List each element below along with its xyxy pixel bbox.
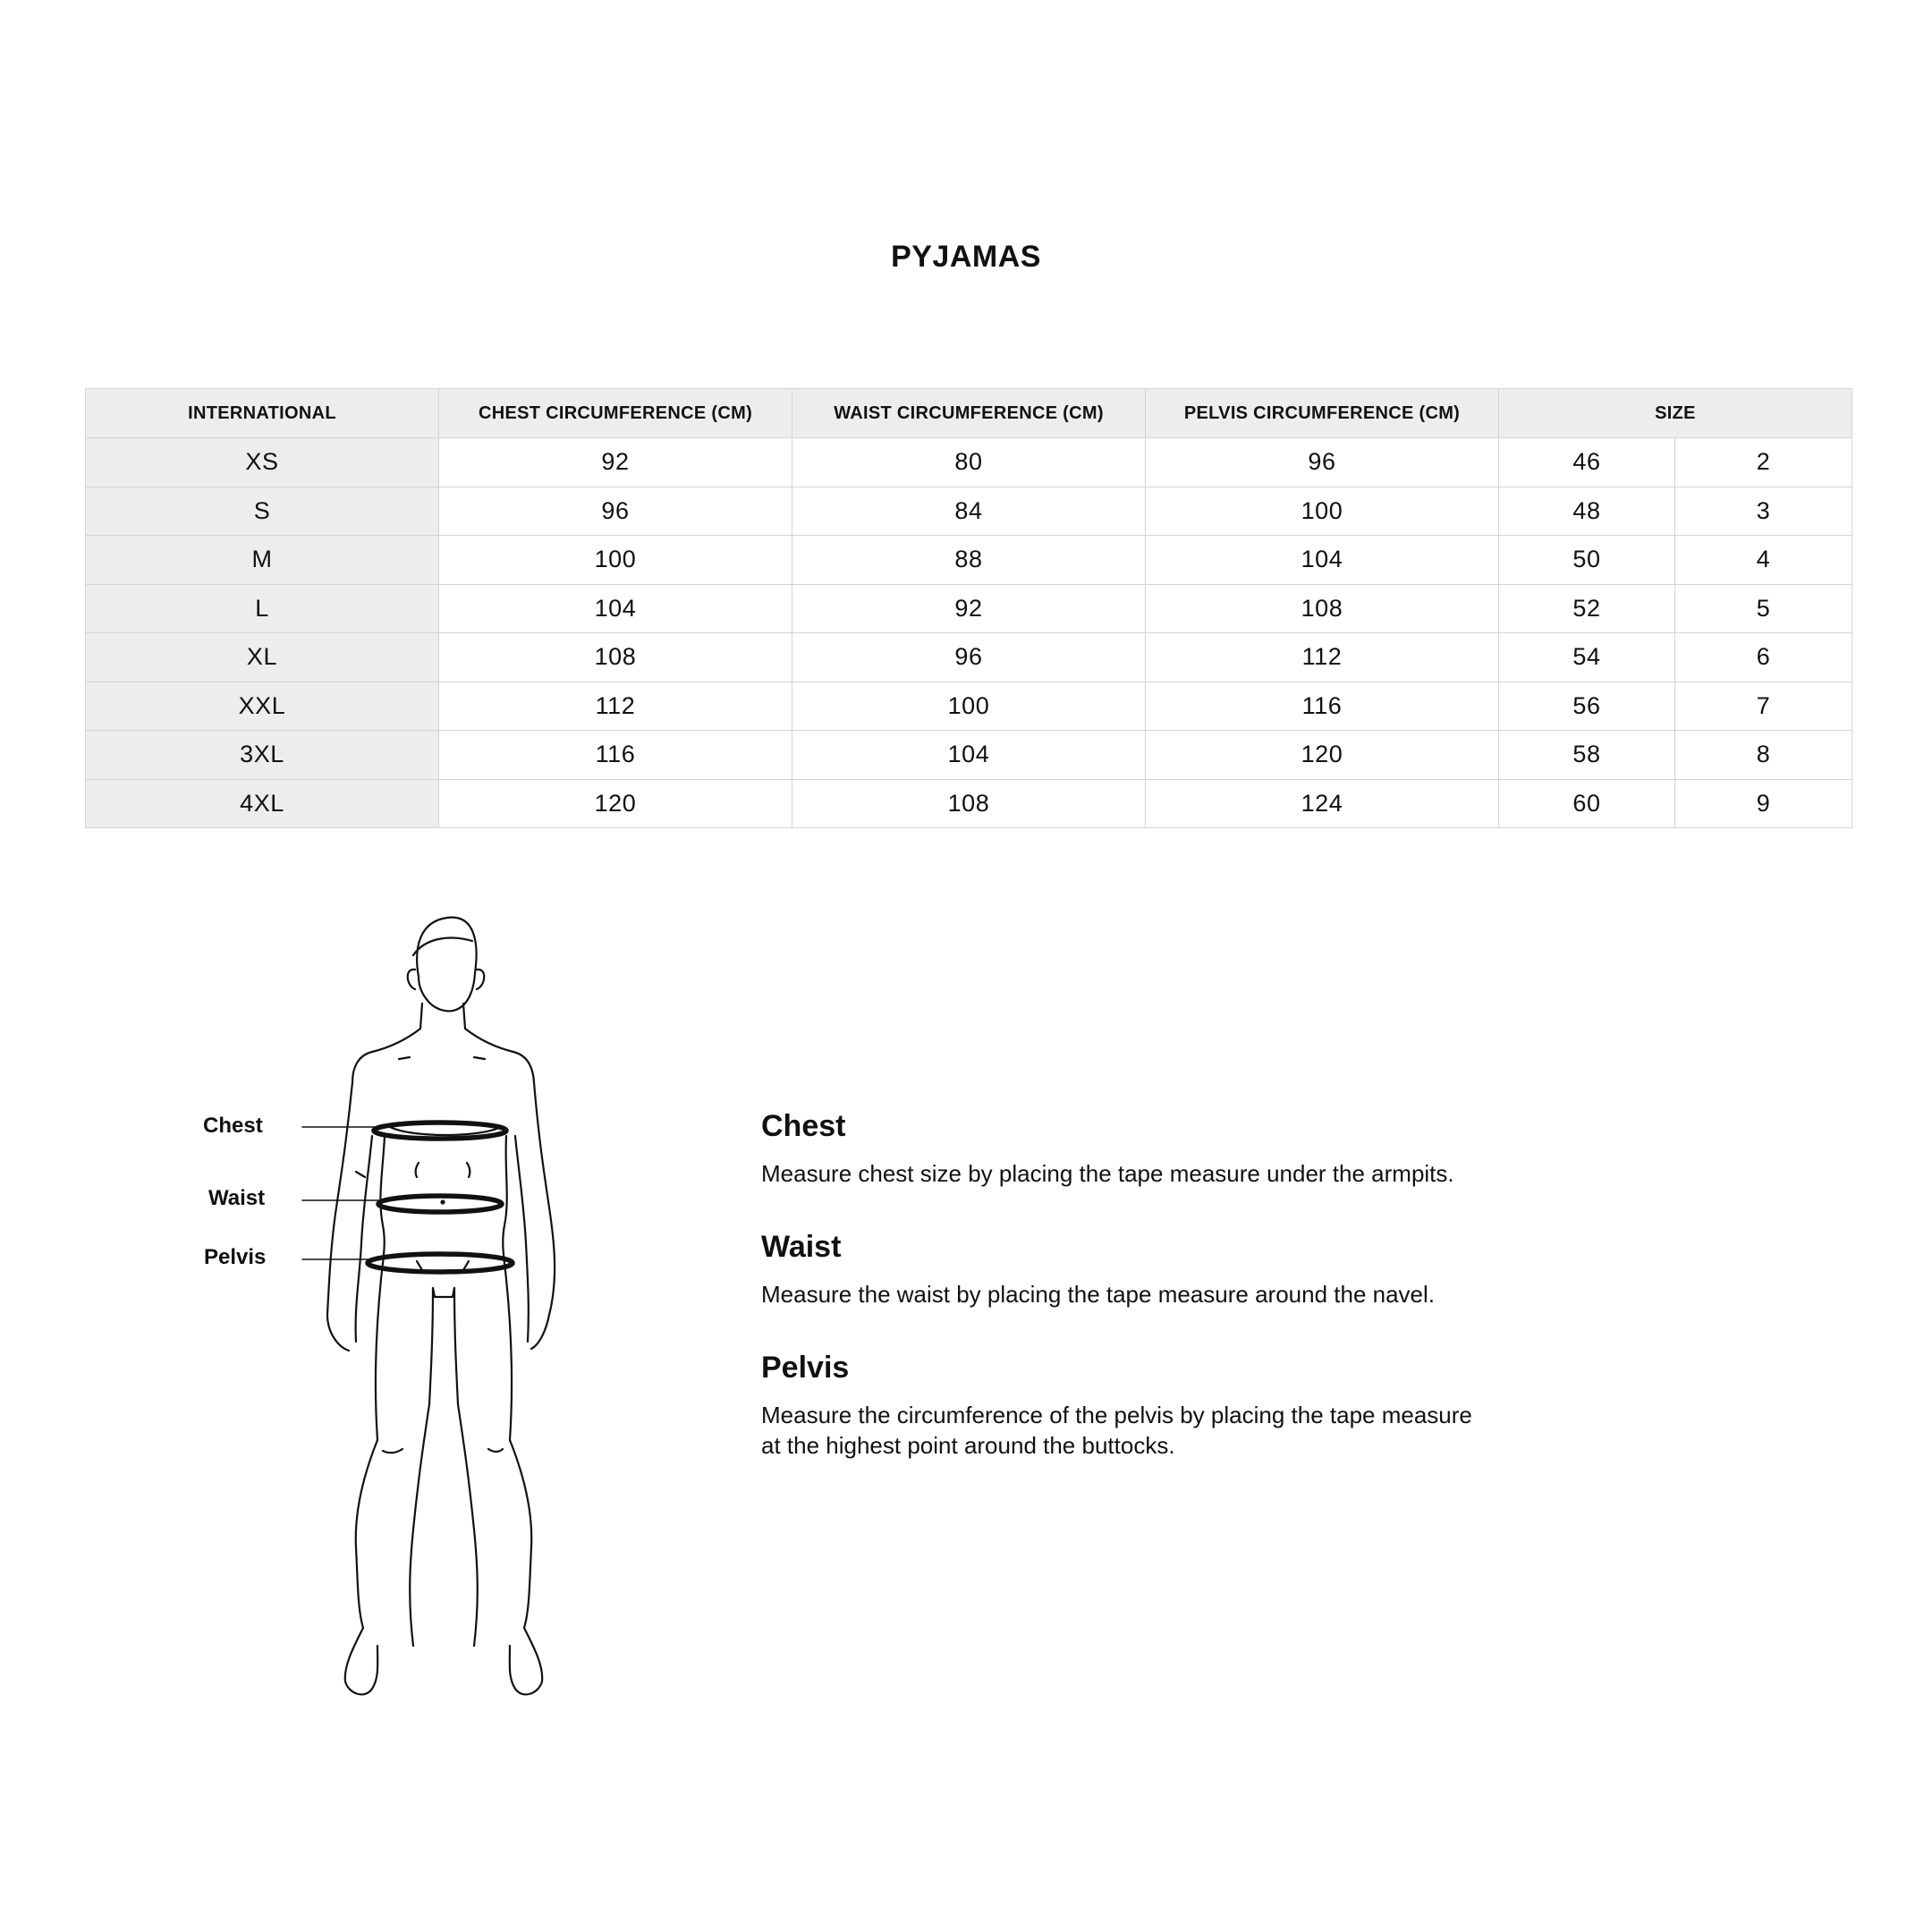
cell-size-num: 6	[1675, 633, 1852, 682]
figure-neck-right	[463, 1004, 534, 1082]
cell-international: 4XL	[86, 779, 439, 828]
figure-hip-right	[463, 1261, 469, 1270]
cell-chest: 116	[439, 731, 792, 780]
cell-waist: 104	[792, 731, 1146, 780]
cell-size-eu: 52	[1499, 584, 1675, 633]
header-chest: CHEST CIRCUMFERENCE (CM)	[439, 389, 792, 438]
pelvis-heading: Pelvis	[761, 1351, 850, 1385]
chest-tape-band	[374, 1123, 506, 1139]
table-row	[86, 584, 1852, 633]
cell-size-eu: 56	[1499, 682, 1675, 731]
figure-neck-left	[352, 1004, 422, 1082]
cell-international: M	[86, 536, 439, 585]
cell-size-num: 3	[1675, 487, 1852, 536]
table-row	[86, 536, 1852, 585]
figure-ab-right	[467, 1163, 470, 1177]
figure-right-leg-outer	[506, 1279, 542, 1694]
cell-international: S	[86, 487, 439, 536]
cell-size-eu: 50	[1499, 536, 1675, 585]
header-pelvis: PELVIS CIRCUMFERENCE (CM)	[1146, 389, 1499, 438]
figure-pec-line	[390, 1127, 501, 1135]
cell-waist: 92	[792, 584, 1146, 633]
figure-rib-mark-left	[356, 1172, 365, 1177]
cell-pelvis: 116	[1146, 682, 1499, 731]
waist-text: Measure the waist by placing the tape measure around the navel.	[761, 1281, 1436, 1308]
figure-crotch-line	[433, 1288, 454, 1297]
figure-left-arm-outer	[327, 1082, 352, 1351]
table-row	[86, 731, 1852, 780]
table-row	[86, 487, 1852, 536]
figure-label-waist: Waist	[208, 1186, 266, 1210]
figure-right-arm-inner	[515, 1136, 529, 1342]
table-row	[86, 438, 1852, 487]
cell-waist: 88	[792, 536, 1146, 585]
cell-international: XXL	[86, 682, 439, 731]
chest-instruction	[761, 1109, 1566, 1189]
cell-pelvis: 100	[1146, 487, 1499, 536]
figure-left-leg-outer	[345, 1279, 381, 1694]
cell-chest: 100	[439, 536, 792, 585]
waist-instruction	[761, 1230, 1566, 1309]
cell-pelvis: 108	[1146, 584, 1499, 633]
figure-label-pelvis: Pelvis	[204, 1245, 267, 1269]
table-header-row	[86, 389, 1852, 438]
header-international: INTERNATIONAL	[86, 389, 439, 438]
table-row	[86, 682, 1852, 731]
chest-text: Measure chest size by placing the tape measure under the armpits.	[761, 1160, 1454, 1187]
figure-ab-left	[416, 1163, 419, 1177]
figure-knee-right	[488, 1449, 503, 1452]
figure-right-ear	[477, 970, 484, 989]
chest-heading: Chest	[761, 1109, 846, 1143]
table-row	[86, 633, 1852, 682]
figure-hip-left	[417, 1261, 422, 1270]
pelvis-text-line1: Measure the circumference of the pelvis by placing the tape measure	[761, 1402, 1472, 1428]
figure-left-arm-inner	[356, 1136, 372, 1342]
header-size: SIZE	[1499, 389, 1852, 438]
pelvis-text-line2: at the highest point around the buttocks.	[761, 1432, 1175, 1459]
pelvis-tape-band	[368, 1254, 513, 1272]
cell-waist: 108	[792, 779, 1146, 828]
cell-size-num: 9	[1675, 779, 1852, 828]
cell-international: XS	[86, 438, 439, 487]
cell-size-eu: 46	[1499, 438, 1675, 487]
cell-waist: 100	[792, 682, 1146, 731]
figure-knee-left	[383, 1449, 402, 1453]
cell-waist: 84	[792, 487, 1146, 536]
cell-size-num: 8	[1675, 731, 1852, 780]
cell-size-num: 5	[1675, 584, 1852, 633]
body-figure-illustration	[179, 903, 590, 1699]
size-chart-table	[85, 388, 1852, 828]
pelvis-instruction	[761, 1351, 1566, 1461]
figure-right-arm-outer	[531, 1082, 555, 1349]
figure-collarbone-right	[474, 1057, 485, 1059]
page-title: PYJAMAS	[891, 240, 1041, 274]
cell-chest: 104	[439, 584, 792, 633]
cell-pelvis: 124	[1146, 779, 1499, 828]
cell-international: XL	[86, 633, 439, 682]
cell-size-num: 4	[1675, 536, 1852, 585]
cell-international: 3XL	[86, 731, 439, 780]
cell-chest: 96	[439, 487, 792, 536]
figure-collarbone-left	[399, 1057, 410, 1059]
cell-size-num: 7	[1675, 682, 1852, 731]
measurement-instructions	[761, 1109, 1566, 1502]
cell-size-eu: 54	[1499, 633, 1675, 682]
waist-tape-band	[378, 1196, 502, 1212]
figure-right-leg-inner	[454, 1288, 478, 1646]
cell-chest: 112	[439, 682, 792, 731]
figure-navel	[442, 1201, 445, 1204]
cell-pelvis: 96	[1146, 438, 1499, 487]
cell-size-eu: 48	[1499, 487, 1675, 536]
cell-international: L	[86, 584, 439, 633]
cell-chest: 120	[439, 779, 792, 828]
waist-heading: Waist	[761, 1230, 842, 1264]
figure-left-ear	[408, 970, 415, 989]
cell-pelvis: 112	[1146, 633, 1499, 682]
figure-head-outline	[417, 918, 476, 1012]
figure-label-chest: Chest	[203, 1114, 263, 1138]
header-waist: WAIST CIRCUMFERENCE (CM)	[792, 389, 1146, 438]
cell-waist: 80	[792, 438, 1146, 487]
cell-chest: 92	[439, 438, 792, 487]
cell-pelvis: 120	[1146, 731, 1499, 780]
cell-size-num: 2	[1675, 438, 1852, 487]
table-row	[86, 779, 1852, 828]
cell-size-eu: 60	[1499, 779, 1675, 828]
figure-left-leg-inner	[410, 1288, 433, 1646]
cell-chest: 108	[439, 633, 792, 682]
figure-hair-line	[413, 938, 472, 955]
cell-size-eu: 58	[1499, 731, 1675, 780]
cell-waist: 96	[792, 633, 1146, 682]
cell-pelvis: 104	[1146, 536, 1499, 585]
